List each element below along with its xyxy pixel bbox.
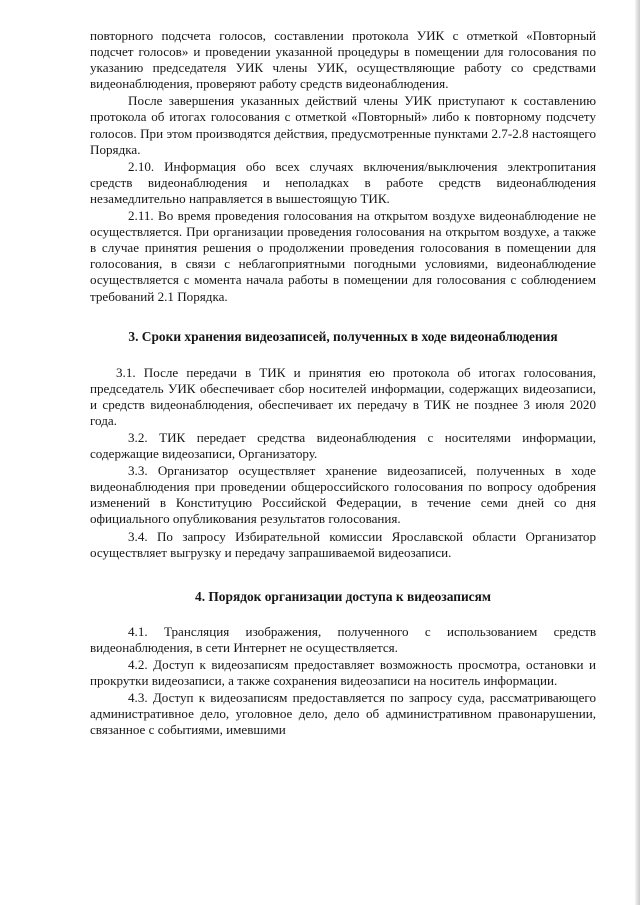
section-3-heading: 3. Сроки хранения видеозаписей, полученных в ходе видеонаблюдения	[128, 328, 558, 344]
paragraph-2-10: 2.10. Информация обо всех случаях включения/выключения электропитания средств видеонаблюдения и неполадках в работе средств видеонаблюдения незамедлительно направляется в вышестоящую ТИК.	[90, 158, 596, 206]
paragraph-4-2: 4.2. Доступ к видеозаписям предоставляет возможность просмотра, остановки и прокрутки видеозаписи, а также сохранения видеозаписи на носитель информации.	[90, 656, 596, 688]
paragraph-after-completion: После завершения указанных действий члены УИК приступают к составлению протокола об итогах голосования с отметкой «Повторный» либо к повторному подсчету голосов. При этом производятся действия, предусмотренные пунктами 2.7-2.8 настоящего Порядка.	[90, 93, 596, 157]
paragraph-4-1: 4.1. Трансляция изображения, полученного с использованием средств видеонаблюдения, в сети Интернет не осуществляется.	[90, 623, 596, 655]
paragraph-3-3: 3.3. Организатор осуществляет хранение видеозаписей, полученных в ходе видеонаблюдения при проведении общероссийского голосования по вопросу одобрения изменений в Конституцию Российской Федерации, в течение семи дней со дня официального опубликования результатов голосования.	[90, 463, 596, 527]
paragraph-4-3: 4.3. Доступ к видеозаписям предоставляется по запросу суда, рассматривающего административное дело, уголовное дело, дело об административном правонарушении, связанное с событиями, имевшими	[90, 690, 596, 738]
section-4-heading: 4. Порядок организации доступа к видеозаписям	[195, 588, 491, 604]
paragraph-3-2: 3.2. ТИК передает средства видеонаблюдения с носителями информации, содержащие видеозаписи, Организатору.	[90, 429, 596, 462]
paragraph-2-11: 2.11. Во время проведения голосования на открытом воздухе видеонаблюдение не осуществляется. При организации проведения голосования на открытом воздухе, а также в случае принятия решения о продолжении проведения голосования в помещении для голосования, в связи с неблагоприятными погодными условиями, видеонаблюдение осуществляется с момента начала работы в помещении для голосования с соблюдением требований 2.1 Порядка.	[90, 208, 596, 304]
paragraph-3-4: 3.4. По запросу Избирательной комиссии Ярославской области Организатор осуществляет выгрузку и передачу запрашиваемой видеозаписи.	[90, 528, 596, 560]
page-edge-shadow	[635, 0, 640, 905]
paragraph-intro-continued: повторного подсчета голосов, составлении протокола УИК с отметкой «Повторный подсчет голосов» и проведении указанной процедуры в помещении для голосования по указанию председателя УИК члены УИК, осуществляющие работу со средствами видеонаблюдения, проверяют работу средств видеонаблюдения.	[90, 28, 596, 92]
paragraph-3-1: 3.1. После передачи в ТИК и принятия ею протокола об итогах голосования, председатель УИК обеспечивает сбор носителей информации, содержащих видеозаписи, и средств видеонаблюдения, обеспечивает их передачу в ТИК не позднее 3 июля 2020 года.	[90, 364, 596, 428]
